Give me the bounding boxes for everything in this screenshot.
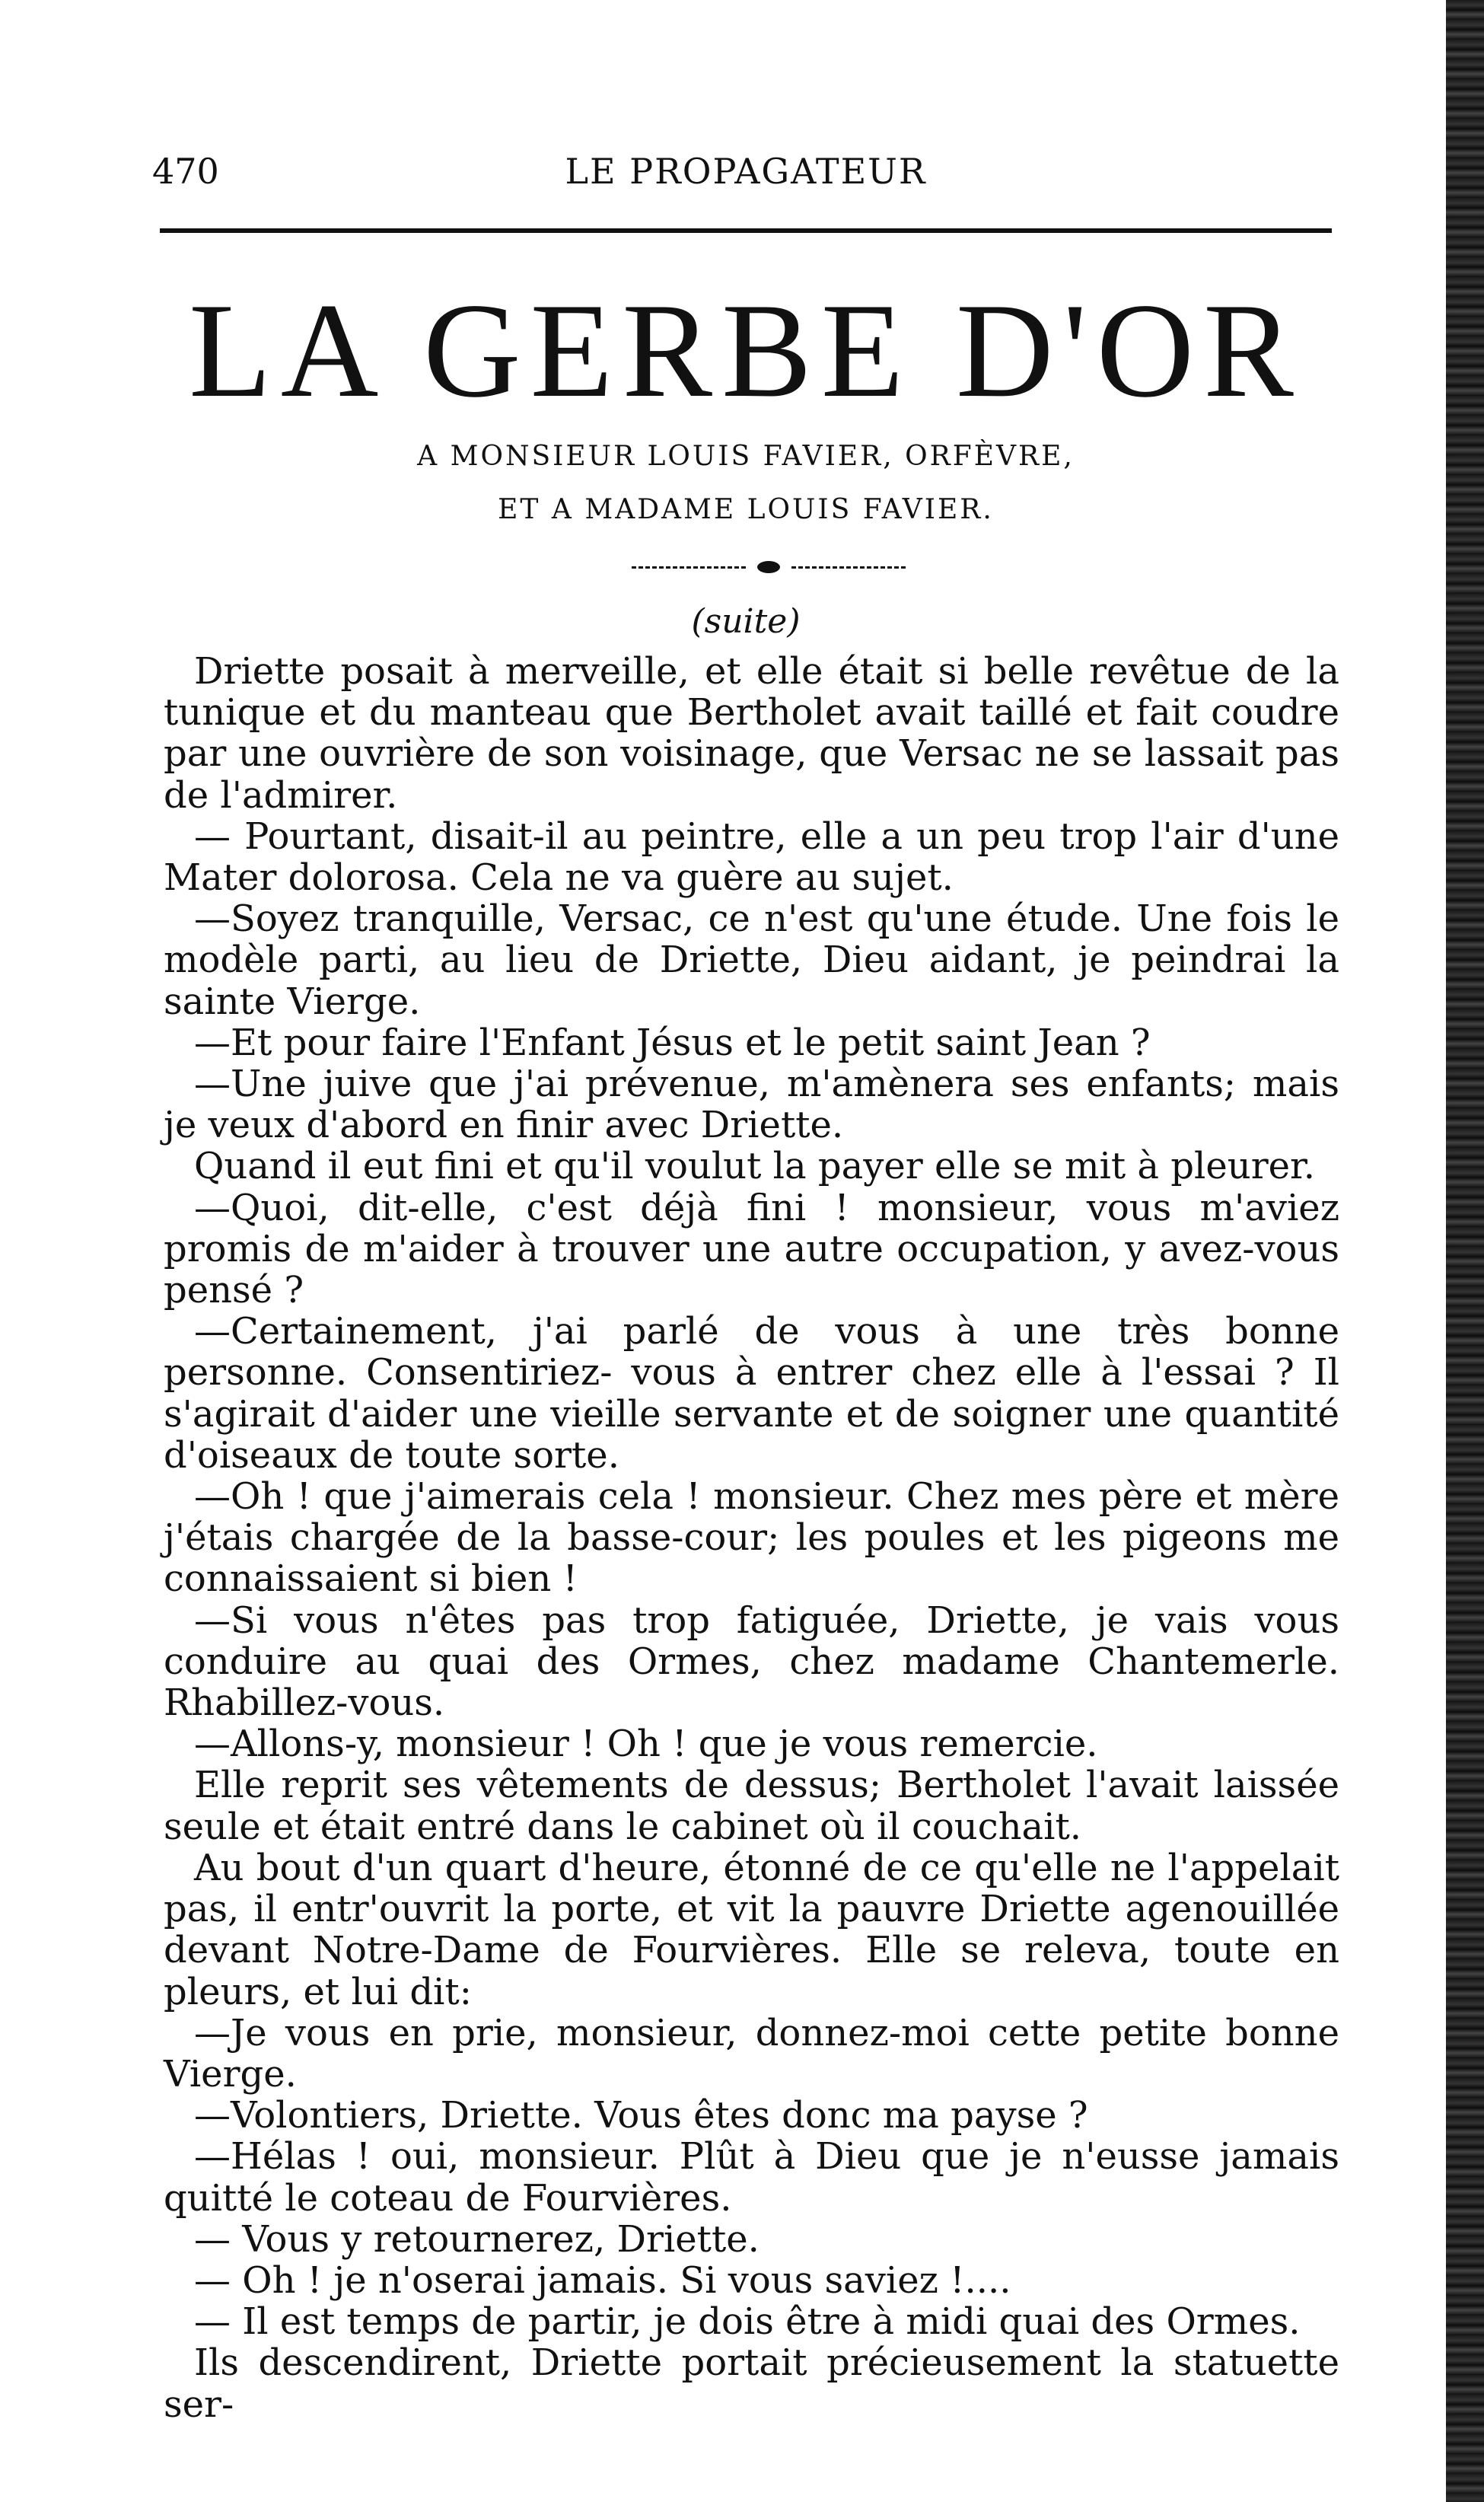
paragraph: Quand il eut fini et qu'il voulut la payer elle se mit à pleurer. <box>194 1145 1315 1188</box>
paragraph: — Vous y retournerez, Driette. <box>194 2217 760 2261</box>
paragraph: Driette posait à merveille, et elle était si belle revêtue de la tunique et du manteau que Bertholet avait taillé et fait coudre par une ouvrière de son voisinage, que Versac ne se lassait pas de l'admirer. <box>164 650 1339 817</box>
ornament-rule-right <box>791 566 906 569</box>
running-header <box>152 137 1339 206</box>
continuation-label: (suite) <box>691 602 801 641</box>
paragraph: — Oh ! je n'oserai jamais. Si vous saviez !.... <box>194 2258 1011 2302</box>
article-title: LA GERBE D'OR <box>189 275 1303 425</box>
paragraph: — Il est temps de partir, je dois être à midi quai des Ormes. <box>194 2300 1301 2344</box>
paragraph: —Oh ! que j'aimerais cela ! monsieur. Chez mes père et mère j'étais chargée de la basse-cour; les poules et les pigeons me connaissaient si bien ! <box>164 1475 1339 1601</box>
paragraph: —Quoi, dit-elle, c'est déjà fini ! monsieur, vous m'aviez promis de m'aider à trouver une autre occupation, y avez-vous pensé ? <box>164 1186 1339 1312</box>
article-body <box>164 651 1339 2425</box>
page-edge-strip <box>1446 0 1484 2502</box>
paragraph: —Une juive que j'ai prévenue, m'amènera ses enfants; mais je veux d'abord en finir avec Driette. <box>164 1063 1339 1147</box>
paragraph: Au bout d'un quart d'heure, étonné de ce qu'elle ne l'appelait pas, il entr'ouvrit la porte, et vit la pauvre Driette agenouillée devant Notre-Dame de Fourvières. Elle se releva, toute en pleurs, et lui dit: <box>164 1846 1339 2013</box>
paragraph: Elle reprit ses vêtements de dessus; Bertholet l'avait laissée seule et était entré dans le cabinet où il couchait. <box>164 1764 1339 1848</box>
page-number: 470 <box>152 151 219 192</box>
ornament-dot <box>757 561 780 573</box>
header-rule <box>160 228 1332 233</box>
paragraph: —Allons-y, monsieur ! Oh ! que je vous remercie. <box>194 1723 1098 1766</box>
paragraph: Ils descendirent, Driette portait précieusement la statuette ser- <box>164 2341 1339 2426</box>
paragraph: —Certainement, j'ai parlé de vous à une très bonne personne. Consentiriez- vous à entrer chez elle à l'essai ? Il s'agirait d'aider une vieille servante et de soigner une quantité d'oiseaux de toute sorte. <box>164 1310 1339 1477</box>
paragraph: —Hélas ! oui, monsieur. Plût à Dieu que je n'eusse jamais quitté le coteau de Fourvières. <box>164 2135 1339 2220</box>
paragraph: —Je vous en prie, monsieur, donnez-moi cette petite bonne Vierge. <box>164 2011 1339 2096</box>
paragraph: —Si vous n'êtes pas trop fatiguée, Driette, je vais vous conduire au quai des Ormes, chez madame Chantemerle. Rhabillez-vous. <box>164 1598 1339 1725</box>
dedication-line-1: A MONSIEUR LOUIS FAVIER, ORFÈVRE, <box>417 441 1075 472</box>
dedication-line-2: ET A MADAME LOUIS FAVIER. <box>498 494 994 525</box>
journal-title: LE PROPAGATEUR <box>565 151 927 192</box>
ornament-rule-left <box>632 566 746 569</box>
paragraph: —Et pour faire l'Enfant Jésus et le petit saint Jean ? <box>194 1021 1151 1064</box>
section-ornament <box>632 559 906 575</box>
paragraph: —Volontiers, Driette. Vous êtes donc ma payse ? <box>194 2094 1088 2137</box>
paragraph: —Soyez tranquille, Versac, ce n'est qu'une étude. Une fois le modèle parti, au lieu de Driette, Dieu aidant, je peindrai la sainte Vierge. <box>164 897 1339 1023</box>
paragraph: — Pourtant, disait-il au peintre, elle a un peu trop l'air d'une Mater dolorosa. Cela ne va guère au sujet. <box>164 814 1339 900</box>
